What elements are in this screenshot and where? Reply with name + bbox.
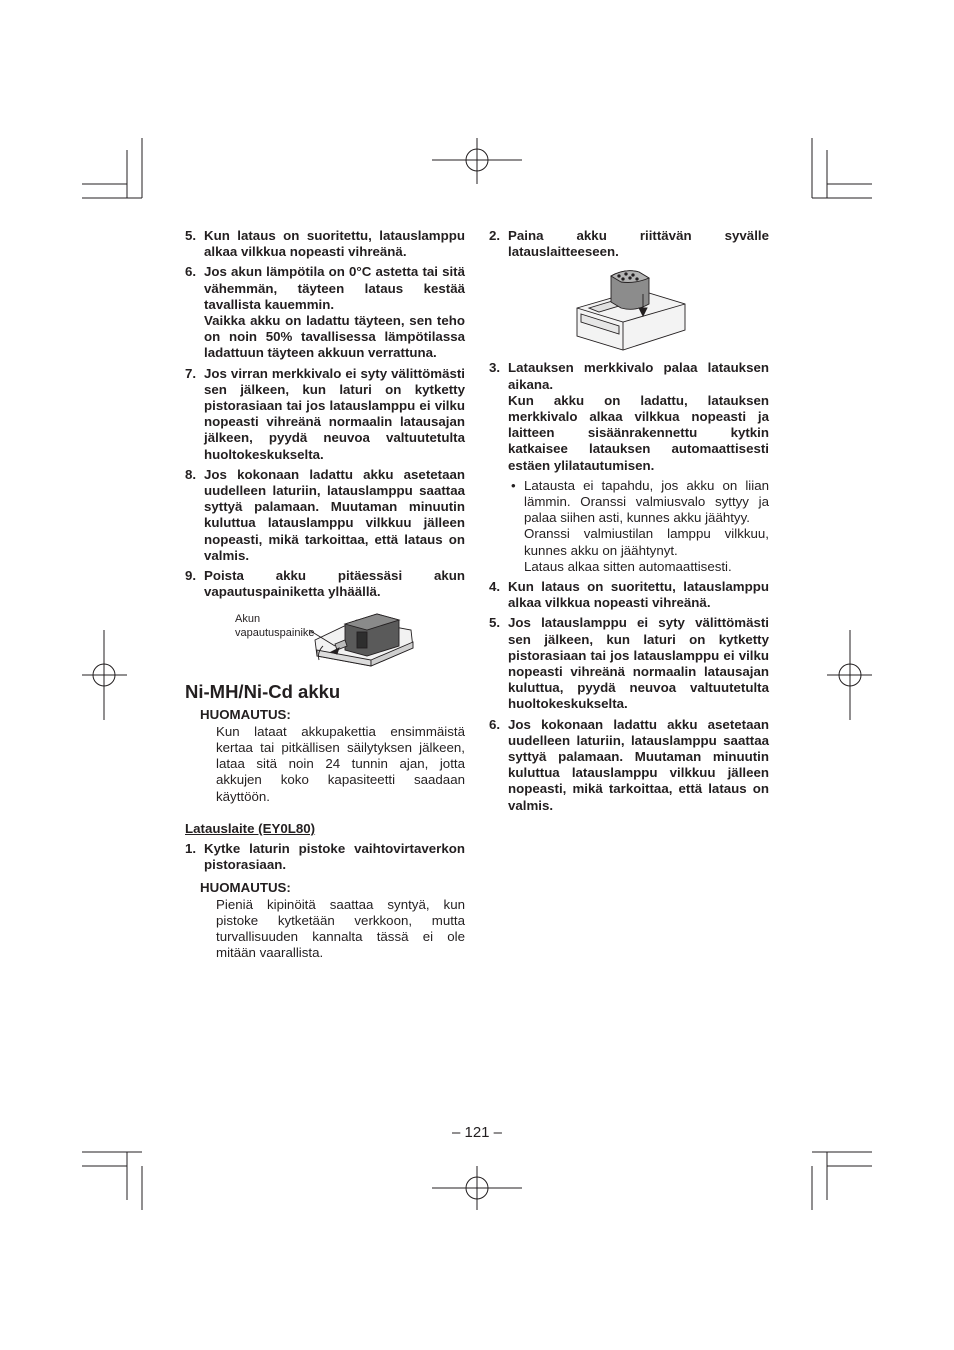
step-text: Jos kokonaan ladattu akku asetetaan uudelleen laturiin, latauslamppu saattaa syttyä palamaan. Muutaman minuutin kuluttua latauslamppu vilkkuu jälleen nopeasti, mikä tarkoittaa, että lataus on valmis.: [508, 716, 769, 813]
step-number: 5.: [185, 228, 197, 243]
step-item: [489, 360, 769, 575]
bullet-item: [508, 478, 769, 575]
charger-insert-illustration: [489, 264, 769, 352]
bullet-text: Latausta ei tapahdu, jos akku on liian lämmin. Oranssi valmiusvalo syttyy ja palaa siihen asti, kunnes akku jäähtyy.: [524, 477, 769, 526]
step-item: [489, 717, 769, 814]
step-number: 4.: [489, 579, 501, 595]
step-item: [489, 228, 769, 260]
step-text: Paina akku riittävän syvälle latauslaitteeseen.: [508, 228, 769, 260]
steps-list-charger: [185, 841, 465, 873]
charger-release-illustration: [185, 606, 465, 670]
step-text: Jos kokonaan ladattu akku asetetaan uudelleen laturiin, latauslamppu saattaa syttyä palamaan. Muutaman minuutin kuluttua latauslamppu vilkkuu jälleen nopeasti, mikä tarkoittaa, että lataus on valmis.: [204, 466, 465, 563]
insert-battery-figure: [489, 264, 769, 352]
step-text: Kun lataus on suoritettu, latauslamppu alkaa vilkkua nopeasti vihreänä.: [508, 579, 769, 611]
step-text: Latauksen merkkivalo palaa latauksen aikana.: [508, 360, 769, 392]
step-item: [185, 467, 465, 564]
step-item: [489, 615, 769, 712]
release-button-callout-label: Akun vapautuspainike: [235, 613, 315, 640]
note-body: Pieniä kipinöitä saattaa syntyä, kun pistoke kytketään verkkoon, mutta turvallisuuden kannalta tässä ei ole mitään vaarallista.: [216, 896, 465, 961]
left-column: [185, 228, 465, 962]
step-item: [185, 264, 465, 361]
step-number: 6.: [185, 264, 197, 280]
note-heading: HUOMAUTUS:: [200, 879, 291, 895]
bullet-text: Oranssi valmiustilan lamppu vilkkuu, kunnes akku on jäähtynyt.: [524, 526, 769, 558]
right-column: [489, 228, 769, 818]
bullet-mark: •: [511, 477, 516, 493]
step-item: [185, 841, 465, 873]
step-text: Kytke laturin pistoke vaihtovirtaverkon pistorasiaan.: [204, 841, 465, 873]
step-number: 7.: [185, 365, 197, 381]
charger-heading: Latauslaite (EY0L80): [185, 820, 316, 836]
section-title: Ni-MH/Ni-Cd akku: [185, 681, 341, 703]
step-item: [185, 228, 465, 260]
note-heading: HUOMAUTUS:: [200, 706, 291, 722]
step-text: Poista akku pitäessäsi akun vapautuspainiketta ylhäällä.: [204, 568, 465, 600]
step-number: 8.: [185, 466, 197, 482]
step-text: Kun lataus on suoritettu, latauslamppu alkaa vilkkua nopeasti vihreänä.: [204, 228, 465, 260]
steps-list-a: [185, 228, 465, 600]
note-body: Kun lataat akkupakettia ensimmäistä kertaa tai pitkällisen säilytyksen jälkeen, lataa sitä noin 24 tunnin ajan, jotta akkujen koko kapasiteetti saadaan käyttöön.: [216, 723, 465, 804]
step-item: [185, 366, 465, 463]
step-number: 5.: [489, 615, 501, 631]
steps-list-right: [489, 228, 769, 260]
step-text: Jos akun lämpötila on 0°C astetta tai sitä vähemmän, täyteen lataus kestää tavallista kauemmin.: [204, 264, 465, 312]
step-item: [185, 568, 465, 600]
step-item: [489, 579, 769, 611]
steps-list-right-3: [489, 360, 769, 813]
step-text-continued: Kun akku on ladattu, latauksen merkkivalo alkaa vilkkua nopeasti ja laitteen sisäänrakennettu kytkin katkaisee latauksen automaattisesti estäen ylilatautumisen.: [508, 392, 769, 473]
step-text: Jos latauslamppu ei syty välittömästi sen jälkeen, kun laturi on kytketty pistorasiaan tai jos latauslamppu ei vilku nopeasti vihreänä normaalin latausajan kuluttua, pyydä neuvoa valtuutetulta huoltokeskukselta.: [508, 615, 769, 712]
step-number: 6.: [489, 716, 501, 732]
step-number: 9.: [185, 568, 197, 584]
step-text-continued: Vaikka akku on ladattu täyteen, sen teho on noin 50% tavallisessa lämpötilassa ladattuun täyteen akkuun verrattuna.: [204, 313, 465, 361]
battery-release-figure: [185, 606, 465, 670]
step-number: 3.: [489, 360, 501, 376]
bullet-text: Lataus alkaa sitten automaattisesti.: [524, 558, 732, 574]
step-number: 1.: [185, 841, 197, 857]
step-number: 2.: [489, 228, 501, 243]
step-text: Jos virran merkkivalo ei syty välittömästi sen jälkeen, kun laturi on kytketty pistorasiaan tai jos latauslamppu ei vilku nopeasti vihreänä normaalin latausajan jälkeen, pyydä neuvoa valtuutetulta huoltokeskukselta.: [204, 365, 465, 462]
page-number: – 121 –: [451, 1124, 503, 1141]
